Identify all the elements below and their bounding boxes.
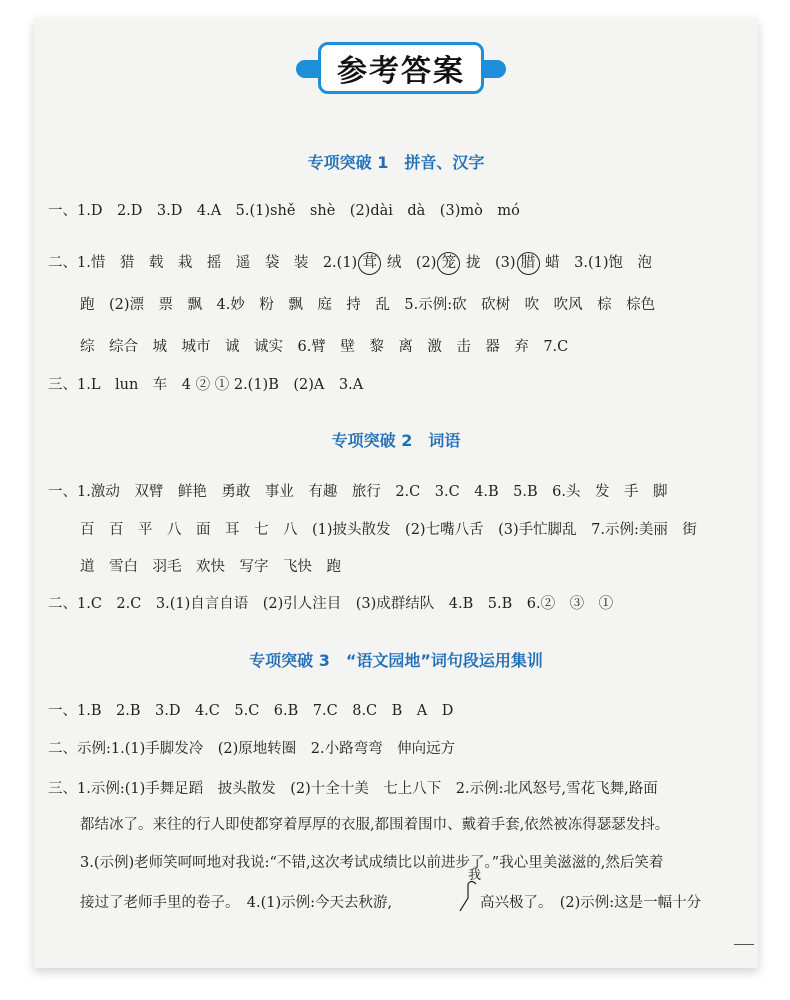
s2-line-1: 一、1.激动 双臂 鲜艳 勇敢 事业 有趣 旅行 2.C 3.C 4.B 5.B 6.头 发 手 脚	[48, 484, 668, 500]
s1-line-1: 一、1.D 2.D 3.D 4.A 5.(1)shě shè (2)dài dà (3)mò mó	[48, 203, 520, 219]
section-title-3: 专项突破 3 “语文园地”词句段运用集训	[249, 651, 543, 670]
answer-page	[34, 18, 758, 968]
s1-line-2b: 绒 (2)	[386, 255, 437, 271]
s2-line-3: 道 雪白 羽毛 欢快 写字 飞快 跑	[80, 559, 341, 575]
s1-line-2d: 蜡 3.(1)饱 泡	[545, 255, 653, 271]
s3-line-6b: 高兴极了。 (2)示例:这是一幅十分	[480, 895, 702, 911]
s2-line-2: 百 百 平 八 面 耳 七 八 (1)披头散发 (2)七嘴八舌 (3)手忙脚乱 7.示例:美丽 街	[80, 522, 697, 538]
section-title-2: 专项突破 2 词语	[331, 431, 461, 450]
s3-line-6a: 接过了老师手里的卷子。 4.(1)示例:今天去秋游,	[80, 895, 393, 911]
s3-line-3: 三、1.示例:(1)手舞足蹈 披头散发 (2)十全十美 七上八下 2.示例:北风怒号,雪花飞舞,路面	[48, 781, 658, 797]
s1-line-2a: 二、1.惜 猎 载 栽 摇 遥 袋 装 2.(1)	[48, 255, 358, 271]
page-title: 参考答案	[318, 42, 484, 94]
circled-char: 笼	[437, 252, 460, 275]
inserted-char: 我	[468, 868, 482, 883]
s3-line-1: 一、1.B 2.B 3.D 4.C 5.C 6.B 7.C 8.C B A D	[48, 703, 454, 719]
s1-line-5b: 2.(1)B (2)A 3.A	[233, 377, 364, 393]
s1-line-2c: 拢 (3)	[465, 255, 516, 271]
circled-number: ①	[214, 377, 230, 393]
s1-line-3: 跑 (2)漂 票 飘 4.妙 粉 飘 庭 持 乱 5.示例:砍 砍树 吹 吹风 棕 棕色	[80, 297, 656, 313]
s1-line-5	[48, 376, 363, 394]
circled-char: 茸	[358, 252, 381, 275]
s1-line-5a: 三、1.L lun 车 4	[48, 377, 192, 393]
section-title-1: 专项突破 1 拼音、汉字	[307, 153, 485, 172]
s3-line-4: 都结冰了。来往的行人即使都穿着厚厚的衣服,都围着围巾、戴着手套,依然被冻得瑟瑟发抖。	[80, 817, 670, 833]
s2-line-4: 二、1.C 2.C 3.(1)自言自语 (2)引人注目 (3)成群结队 4.B 5.B 6.② ③ ①	[48, 596, 614, 612]
circled-number: ②	[195, 377, 211, 393]
s1-line-4: 综 综合 城 城市 诚 诚实 6.臂 壁 黎 离 激 击 器 弃 7.C	[80, 339, 569, 355]
s3-line-5: 3.(示例)老师笑呵呵地对我说:“不错,这次考试成绩比以前进步了。”我心里美滋滋的,然后笑着	[80, 855, 664, 871]
margin-mark	[734, 944, 754, 945]
s3-line-2: 二、示例:1.(1)手脚发冷 (2)原地转圈 2.小路弯弯 伸向远方	[48, 741, 456, 757]
circled-char: 腊	[517, 252, 540, 275]
s1-line-2	[48, 252, 652, 275]
title-banner	[296, 42, 506, 100]
